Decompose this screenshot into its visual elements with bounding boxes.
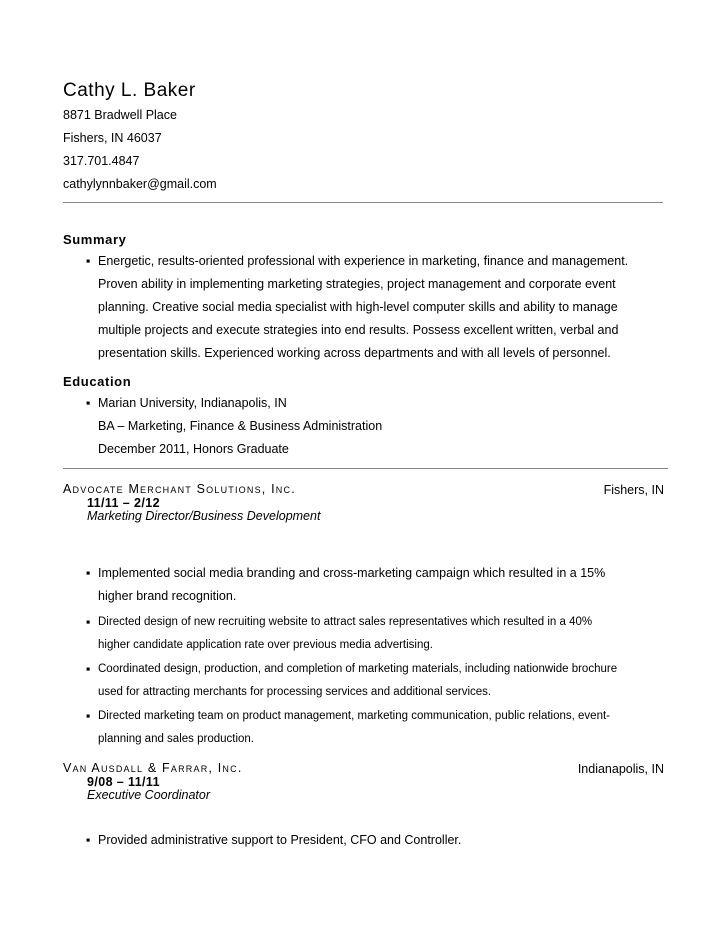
education-line: Marian University, Indianapolis, IN (98, 396, 287, 410)
job-location: Indianapolis, IN (577, 762, 664, 776)
job-dates: 11/11 – 2/12 (87, 496, 160, 510)
job-bullet (86, 829, 676, 852)
job-dates: 9/08 – 11/11 (87, 775, 160, 789)
bullet-text: Directed marketing team on product management, marketing communication, public relations, event- (98, 710, 610, 722)
job-title: Executive Coordinator (87, 788, 210, 802)
job-bullet (86, 611, 676, 657)
education-line: December 2011, Honors Graduate (98, 442, 289, 456)
bullet-icon: ▪ (86, 396, 91, 410)
phone-number: 317.701.4847 (63, 154, 140, 168)
education-divider (63, 468, 668, 469)
job-bullet (86, 705, 676, 751)
bullet-text: planning and sales production. (98, 733, 255, 745)
address-line-1: 8871 Bradwell Place (63, 108, 177, 122)
job-title: Marketing Director/Business Development (87, 509, 321, 523)
education-line: BA – Marketing, Finance & Business Administration (98, 419, 383, 433)
summary-line: Energetic, results-oriented professional with experience in marketing, finance and management. (98, 254, 629, 268)
address-line-2: Fishers, IN 46037 (63, 131, 162, 145)
bullet-text: higher brand recognition. (98, 589, 237, 603)
bullet-icon: ▪ (86, 709, 91, 723)
summary-line: presentation skills. Experienced working across departments and with all levels of personnel. (98, 346, 611, 360)
summary-line: multiple projects and execute strategies into end results. Possess excellent written, verbal and (98, 323, 619, 337)
education-heading: Education (63, 374, 132, 389)
summary-heading: Summary (63, 232, 127, 247)
company-name: Advocate Merchant Solutions, Inc. (63, 482, 296, 496)
bullet-text: Provided administrative support to President, CFO and Controller. (98, 833, 462, 847)
bullet-icon: ▪ (86, 254, 91, 268)
header-divider (63, 202, 663, 203)
bullet-text: Coordinated design, production, and completion of marketing materials, including nationwide brochure (98, 663, 618, 675)
summary-bullet (86, 250, 676, 365)
company-name: Van Ausdall & Farrar, Inc. (63, 761, 243, 775)
bullet-text: Directed design of new recruiting website to attract sales representatives which resulted in a 40% (98, 616, 593, 628)
summary-line: planning. Creative social media specialist with high-level computer skills and ability to manage (98, 300, 618, 314)
summary-line: Proven ability in implementing marketing strategies, project management and corporate event (98, 277, 616, 291)
education-bullet (86, 392, 676, 461)
candidate-name: Cathy L. Baker (63, 80, 196, 101)
bullet-icon: ▪ (86, 662, 91, 676)
bullet-text: Implemented social media branding and cross-marketing campaign which resulted in a 15% (98, 566, 606, 580)
job-bullet (86, 562, 676, 608)
bullet-text: used for attracting merchants for processing services and additional services. (98, 686, 492, 698)
bullet-icon: ▪ (86, 566, 91, 580)
bullet-text: higher candidate application rate over previous media advertising. (98, 639, 433, 651)
job-location: Fishers, IN (603, 483, 664, 497)
job-bullet (86, 658, 676, 704)
email-address: cathylynnbaker@gmail.com (63, 177, 217, 191)
bullet-icon: ▪ (86, 833, 91, 847)
bullet-icon: ▪ (86, 615, 91, 629)
